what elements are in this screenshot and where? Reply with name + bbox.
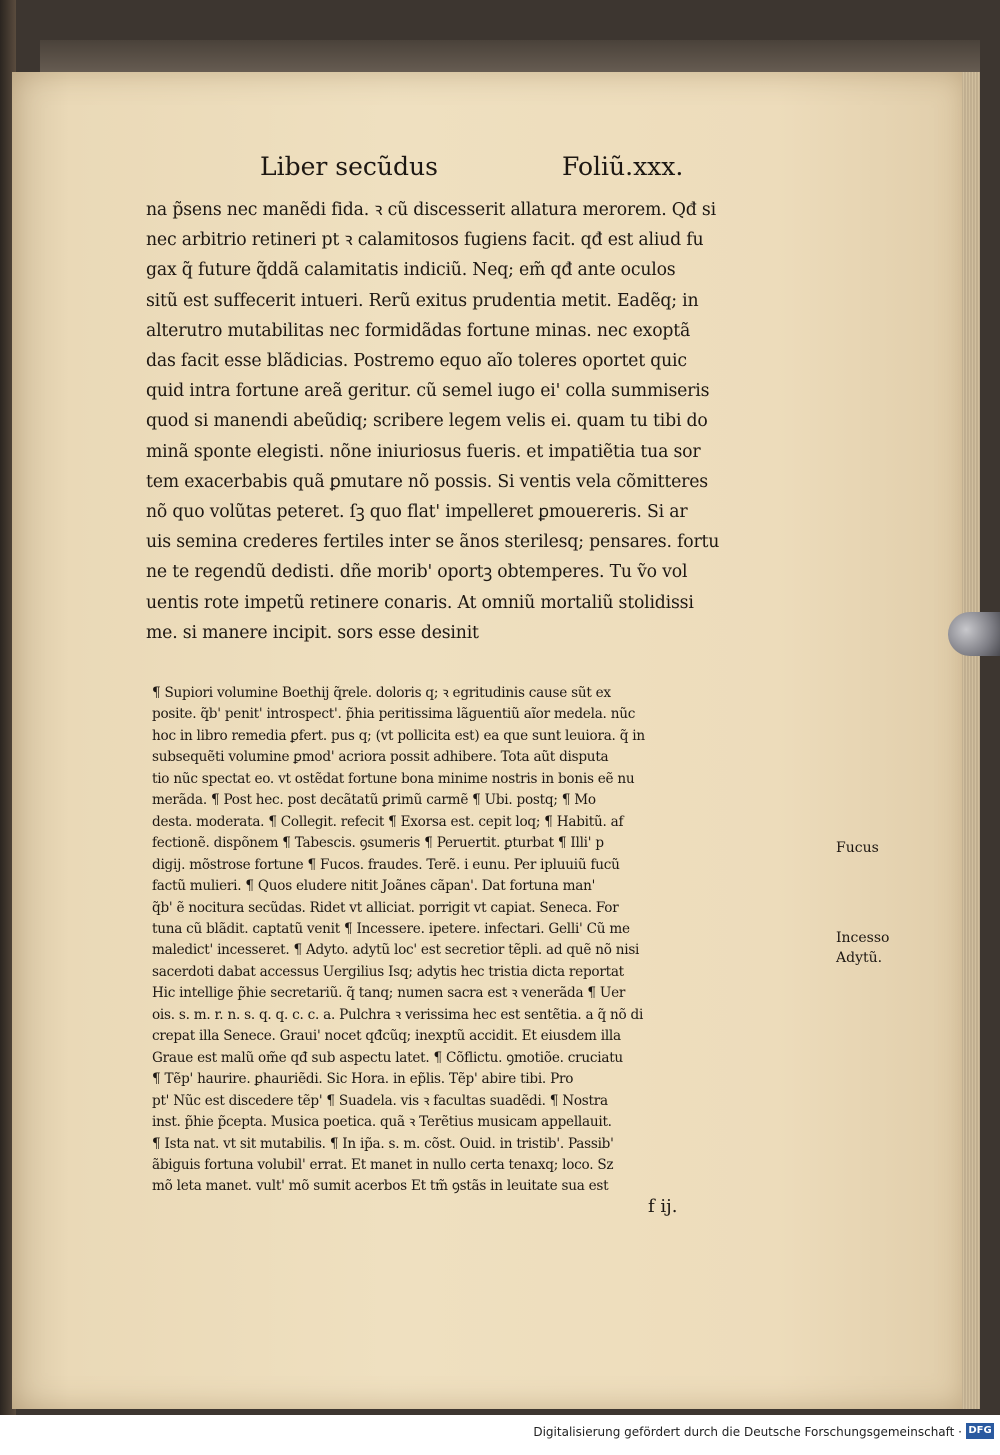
main-text-line: uis semina crederes fertiles inter se ãnos sterilesq; pensares. fortu bbox=[146, 532, 720, 553]
page-stack-edge bbox=[962, 72, 980, 1409]
funding-credit: Digitalisierung gefördert durch die Deutsche Forschungsgemeinschaft · bbox=[533, 1425, 962, 1439]
main-text-line: nõ quo volũtas peteret. ſꝫ quo flat' impelleret ꝑmouereris. Si ar bbox=[146, 502, 688, 523]
main-text-line: alterutro mutabilitas nec formidãdas fortune minas. nec exoptã bbox=[146, 320, 691, 341]
main-text-line: quid intra fortune areã geritur. cũ semel iugo ei' colla summiseris bbox=[146, 381, 710, 402]
running-header-left: Liber secũdus bbox=[260, 152, 438, 181]
main-text-line: uentis rote impetũ retinere conaris. At omniũ mortaliũ stolidissi bbox=[146, 592, 694, 613]
dfg-logo: DFG bbox=[966, 1423, 994, 1439]
main-text-line: me. si manere incipit. sors esse desinit bbox=[146, 622, 479, 643]
commentary-line: maledict' incesseret. ¶ Adyto. adytũ loc' est secretior tẽpli. ad quẽ nõ nisi bbox=[152, 942, 640, 959]
margin-note-adytu: Adytũ. bbox=[836, 950, 883, 966]
margin-note-incesso: Incesso bbox=[836, 930, 890, 946]
main-text-line: ne te regendũ dedisti. dñe morib' oportꝫ obtemperes. Tu ṽo vol bbox=[146, 562, 688, 583]
commentary-line: ¶ Supiori volumine Boethij q̃rele. doloris q; ꝛ egritudinis cause sũt ex bbox=[152, 685, 611, 701]
commentary-line: hoc in libro remedia ꝑfert. pus q; (vt pollicita est) ea que sunt leuiora. q̃ in bbox=[152, 727, 645, 744]
main-text-line: na p̃sens nec manẽdi fida. ꝛ cũ discesserit allatura merorem. Qđ si bbox=[146, 200, 716, 220]
commentary-line: ¶ Tẽp' haurire. ꝑhauriẽdi. Sic Hora. in ep̃lis. Tẽp' abire tibi. Pro bbox=[152, 1071, 574, 1088]
main-text-line: sitũ est suffecerit intueri. Rerũ exitus prudentia metit. Eadẽq; in bbox=[146, 290, 699, 311]
main-text-line: minã sponte elegisti. nõne iniuriosus fueris. et impatiẽtia tua sor bbox=[146, 441, 701, 462]
main-text-line: nec arbitrio retineri pt ꝛ calamitosos fugiens facit. qđ est aliud fu bbox=[146, 230, 704, 251]
commentary-line: tio nũc spectat eo. vt ostẽdat fortune bona minime nostris in bonis eẽ nu bbox=[152, 770, 635, 787]
commentary-line: crepat illa Senece. Graui' nocet qđcũq; inexptũ accidit. Et eiusdem illa bbox=[152, 1028, 621, 1045]
main-text-line: quod si manendi abeũdiq; scribere legem velis ei. quam tu tibi do bbox=[146, 411, 708, 432]
commentary-line: Graue est malũ om̃e qđ sub aspectu latet. ¶ Cõflictu. ꝯmotiõe. cruciatu bbox=[152, 1049, 623, 1066]
commentary-block bbox=[152, 683, 645, 1198]
commentary-line: inst. p̃hie p̃cepta. Musica poetica. quã ꝛ Terẽtius musicam appellauit. bbox=[152, 1114, 612, 1131]
main-text-line: tem exacerbabis quã ꝑmutare nõ possis. Si ventis vela cõmitteres bbox=[146, 471, 708, 492]
main-text-line: das facit esse blãdicias. Postremo equo aĩo toleres oportet quic bbox=[146, 351, 687, 372]
margin-note-fucus: Fucus bbox=[836, 840, 879, 856]
footer-bar bbox=[0, 1415, 1000, 1455]
page-clip bbox=[948, 612, 1000, 656]
folio-number: Foliũ.xxx. bbox=[562, 152, 684, 181]
commentary-line: ¶ Ista nat. vt sit mutabilis. ¶ In ip̃a. s. m. cõst. Ouid. in tristib'. Passib' bbox=[152, 1135, 614, 1152]
commentary-line: merãda. ¶ Post hec. post decãtatũ ꝑrimũ carmẽ ¶ Ubi. postq; ¶ Mo bbox=[152, 792, 596, 809]
commentary-line: Hic intellige p̃hie secretariũ. q̃ tanq; numen sacra est ꝛ venerãda ¶ Uer bbox=[152, 985, 626, 1002]
commentary-line: subsequẽti volumine ꝑmod' acriora possit adhibere. Tota aũt disputa bbox=[152, 749, 609, 766]
commentary-line: desta. moderata. ¶ Collegit. refecit ¶ Exorsa est. cepit loq; ¶ Habitũ. af bbox=[152, 813, 624, 830]
commentary-line: factũ mulieri. ¶ Quos eludere nitit Joãnes cãpan'. Dat fortuna man' bbox=[152, 878, 596, 895]
commentary-line: fectionẽ. dispõnem ¶ Tabescis. ꝯsumeris ¶ Peruertit. ꝑturbat ¶ Illi' p bbox=[152, 835, 604, 852]
main-text-block bbox=[146, 195, 719, 648]
commentary-line: sacerdoti dabat accessus Uergilius Isq; adytis hec tristia dicta reportat bbox=[152, 963, 624, 980]
commentary-line: posite. q̃b' penit' introspect'. p̃hia peritissima lãguentiũ aĩor medela. nũc bbox=[152, 706, 636, 723]
commentary-line: pt' Nũc est discedere tẽp' ¶ Suadela. vis ꝛ facultas suadẽdi. ¶ Nostra bbox=[152, 1092, 608, 1109]
commentary-line: ãbiguis fortuna volubil' errat. Et manet in nullo certa tenaxq; loco. Sz bbox=[152, 1156, 614, 1173]
commentary-line: digij. mõstrose fortune ¶ Fucos. fraudes. Terẽ. i eunu. Per ipluuiũ fucũ bbox=[152, 856, 620, 873]
commentary-line: tuna cũ blãdit. captatũ venit ¶ Incessere. ipetere. infectari. Gelli' Cũ me bbox=[152, 920, 630, 937]
signature-mark: f ij. bbox=[648, 1196, 678, 1217]
commentary-line: mõ leta manet. vult' mõ sumit acerbos Et tm̃ ꝯstãs in leuitate sua est bbox=[152, 1178, 609, 1195]
commentary-line: q̃b' ẽ nocitura secũdas. Ridet vt alliciat. porrigit vt capiat. Seneca. For bbox=[152, 899, 619, 916]
main-text-line: gax q̃ future q̃ddã calamitatis indiciũ. Neq; em̃ qđ ante oculos bbox=[146, 260, 676, 281]
commentary-line: ois. s. m. r. n. s. q. q. c. c. a. Pulchra ꝛ verissima hec est sentẽtia. a q̃ nõ di bbox=[152, 1006, 644, 1023]
